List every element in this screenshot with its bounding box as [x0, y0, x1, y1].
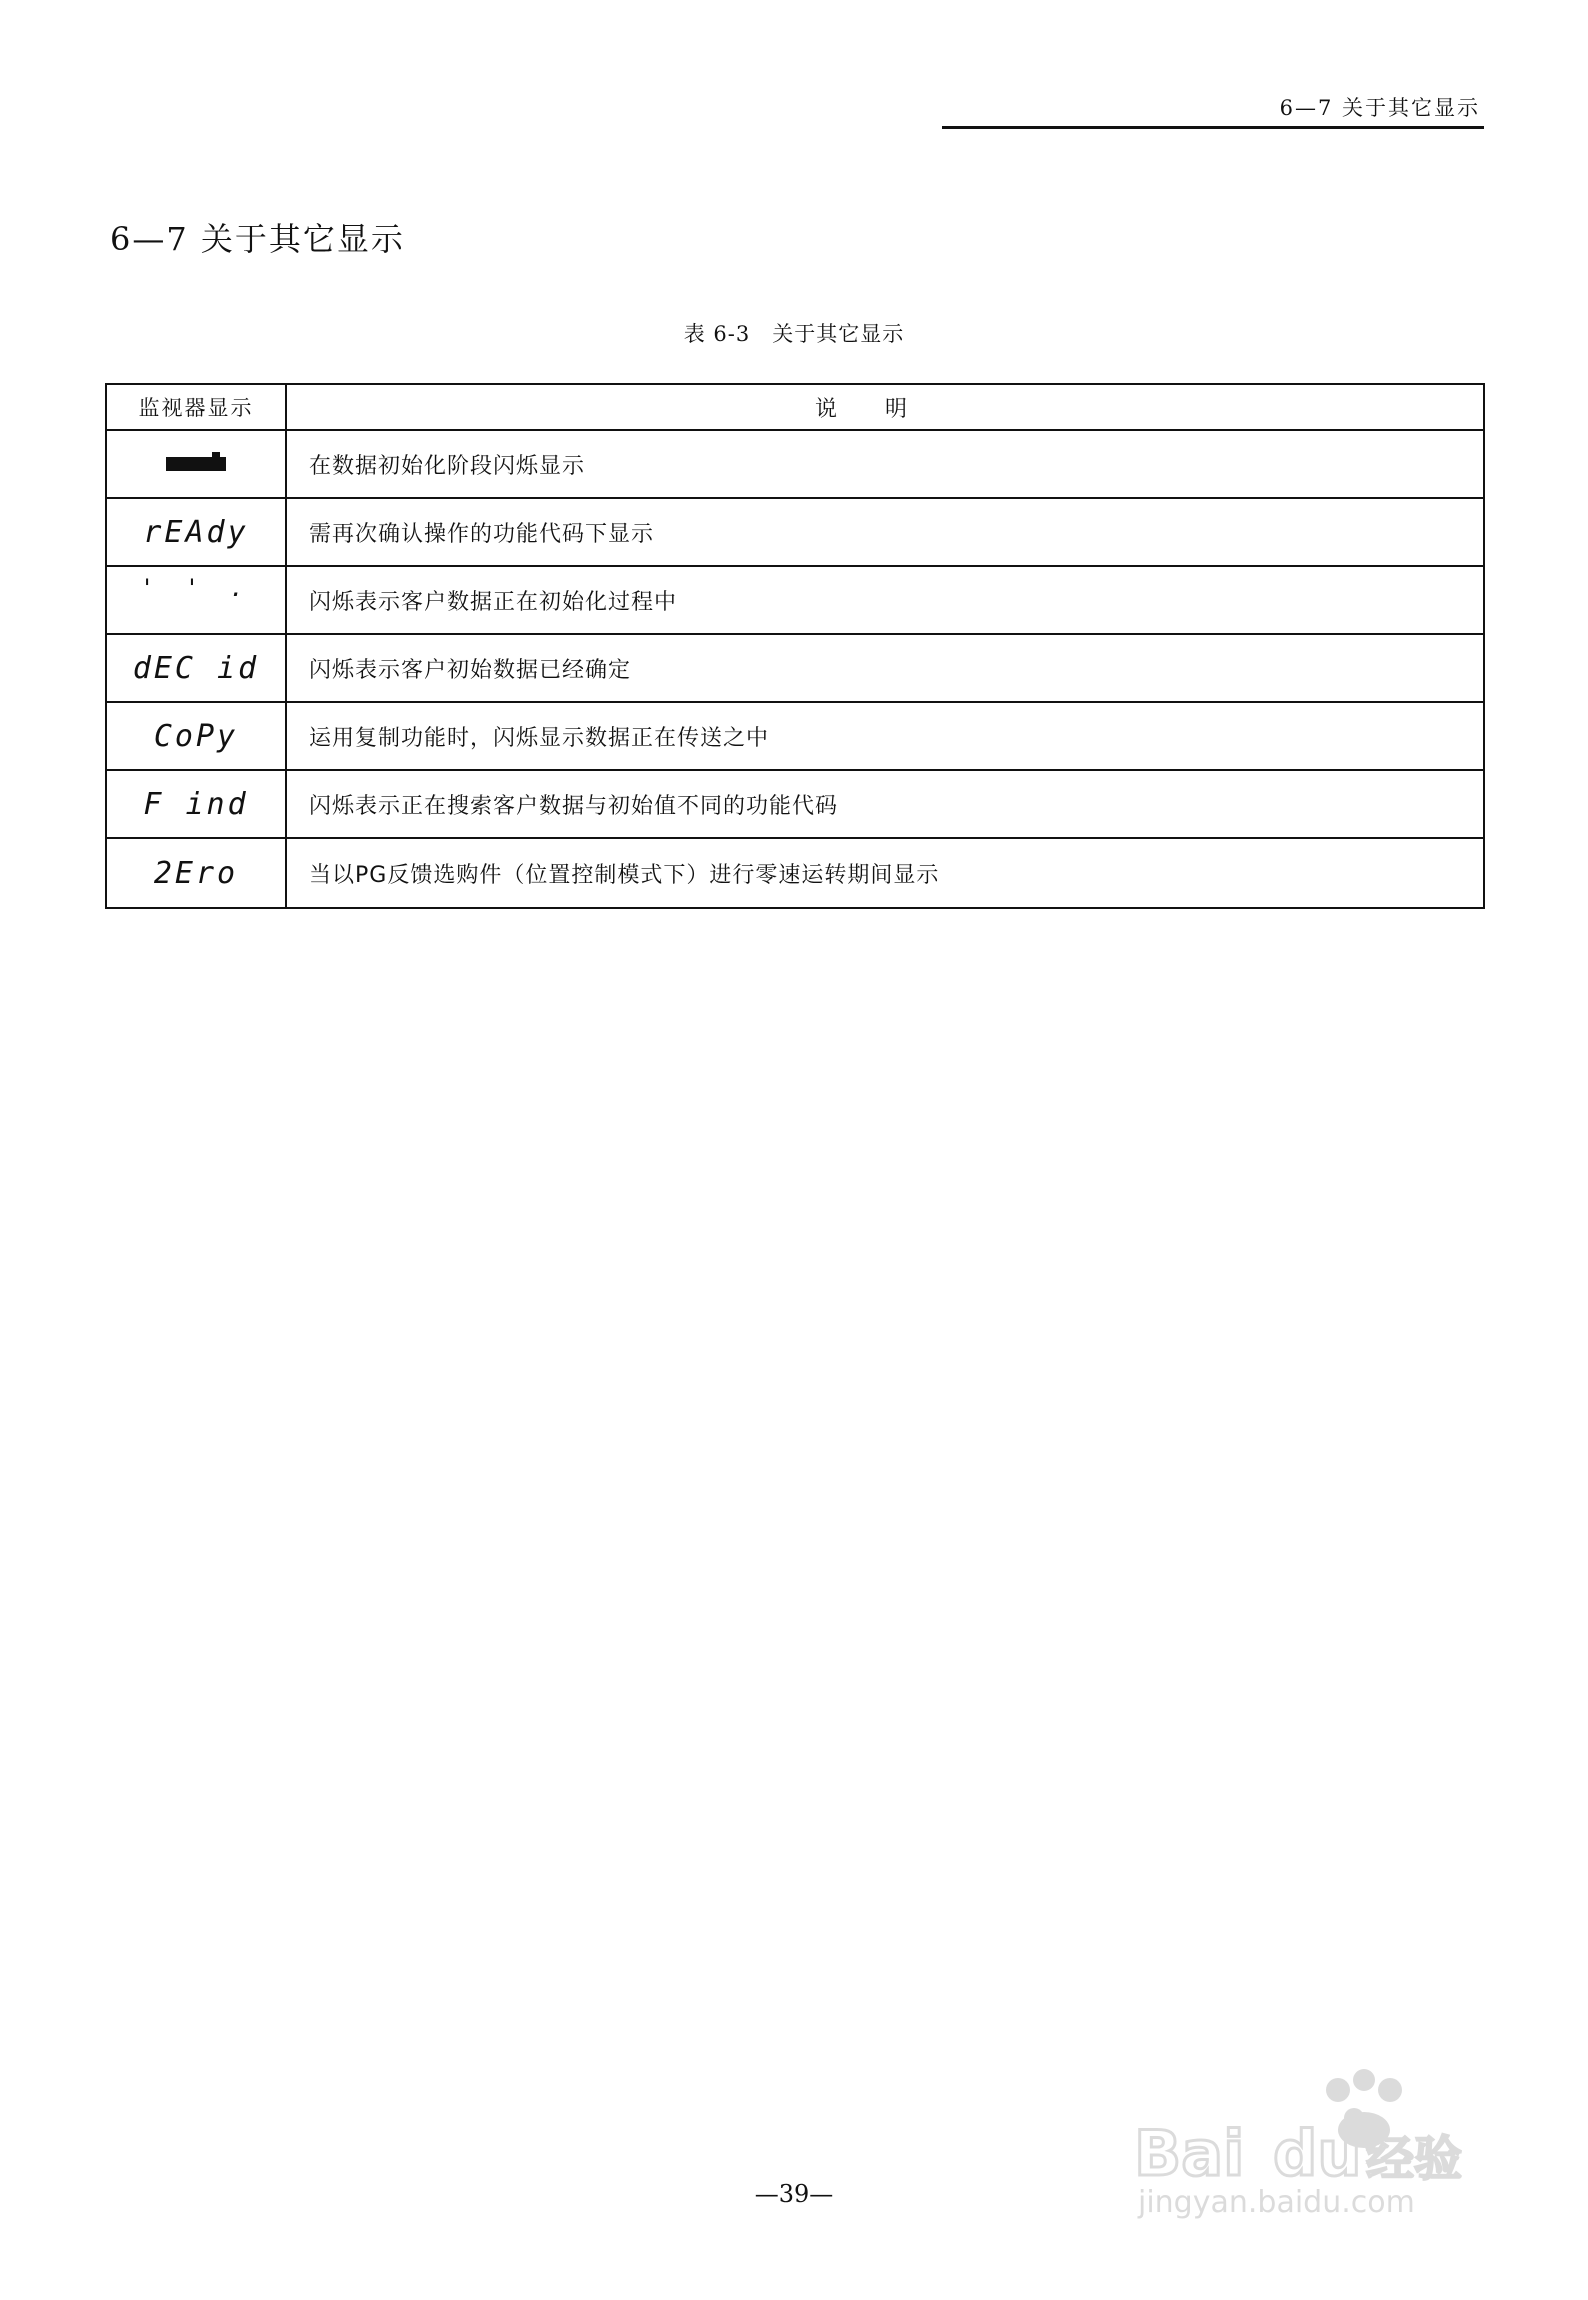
- column-header-description: 说明: [814, 396, 955, 422]
- table-row: [107, 839, 1483, 907]
- table-row: [107, 567, 1483, 635]
- description-cell: 在数据初始化阶段闪烁显示: [309, 453, 586, 479]
- running-header: 6—7 关于其它显示: [1279, 96, 1480, 120]
- monitor-display-cell: [107, 567, 287, 633]
- svg-text:jingyan.baidu.com: jingyan.baidu.com: [1138, 2185, 1415, 2220]
- svg-text:经验: 经验: [1366, 2131, 1463, 2187]
- description-cell: 闪烁表示客户数据正在初始化过程中: [309, 589, 678, 615]
- description-cell: 当以PG反馈选购件（位置控制模式下）进行零速运转期间显示: [309, 862, 940, 888]
- svg-text:Bai: Bai: [1134, 2117, 1245, 2190]
- page-number: —39—: [754, 2180, 834, 2208]
- header-rule: [942, 126, 1484, 129]
- segment-block-icon: [166, 457, 226, 471]
- monitor-display-cell: [107, 431, 287, 497]
- monitor-display-cell: [107, 703, 287, 769]
- description-cell: 闪烁表示客户初始数据已经确定: [309, 657, 632, 683]
- table-row: [107, 771, 1483, 839]
- info-table: [105, 383, 1485, 909]
- segment-display-text: CoPy: [153, 718, 239, 754]
- svg-text:du: du: [1273, 2117, 1362, 2190]
- description-cell: 闪烁表示正在搜索客户数据与初始值不同的功能代码: [309, 793, 839, 819]
- description-cell: 需再次确认操作的功能代码下显示: [309, 521, 655, 547]
- monitor-display-cell: [107, 635, 287, 701]
- segment-display-text: ' ' .: [139, 574, 253, 602]
- table-row: [107, 635, 1483, 703]
- section-title: 6—7 关于其它显示: [110, 220, 405, 258]
- monitor-display-cell: [107, 839, 287, 907]
- baidu-watermark-logo: [1128, 2060, 1498, 2220]
- table-caption: 表 6-3 关于其它显示: [683, 322, 905, 346]
- monitor-display-cell: [107, 771, 287, 837]
- segment-display-text: F ind: [143, 786, 249, 822]
- segment-display-text: dEC id: [132, 650, 260, 686]
- column-header-display: 监视器显示: [107, 385, 287, 429]
- segment-display-text: rEAdy: [143, 514, 249, 550]
- table-row: [107, 499, 1483, 567]
- monitor-display-cell: [107, 499, 287, 565]
- table-row: [107, 431, 1483, 499]
- description-cell: 运用复制功能时，闪烁显示数据正在传送之中: [309, 725, 770, 751]
- table-row: [107, 703, 1483, 771]
- table-header-row: [107, 385, 1483, 431]
- segment-display-text: 2Ero: [153, 855, 239, 891]
